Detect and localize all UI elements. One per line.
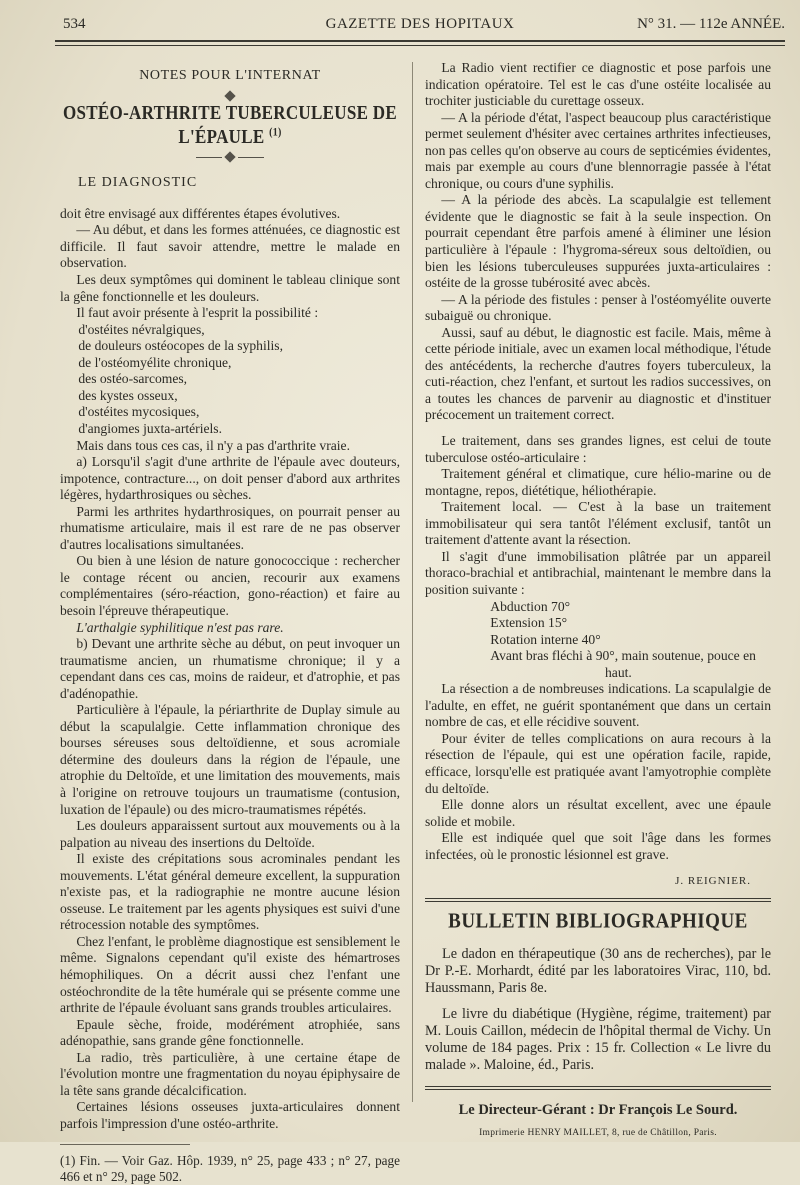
director-line: Le Directeur-Gérant : Dr François Le Sourd. bbox=[458, 1102, 738, 1119]
author-signature: J. REIGNIER. bbox=[675, 875, 751, 888]
article-title-text: OSTÉO-ARTHRITE TUBERCULEUSE DE L'ÉPAULE bbox=[62, 101, 397, 147]
paragraph: Les deux symptômes qui dominent le tableau clinique sont la gêne fonctionnelle et les douleurs. bbox=[60, 272, 400, 304]
column-divider bbox=[412, 62, 413, 1102]
paragraph: Epaule sèche, froide, modérément atrophiée, sans adénopathie, sans grande gêne fonctionnelle. bbox=[60, 1016, 400, 1049]
paragraph: — A la période des abcès. La scapulalgie est tellement évidente que le diagnostic se fait à la seule inspection. On pourrait cependant être parfois amené à éliminer une lésion particulière à l'épaule : l'hygroma-séreux sous deltoïdien, ou bien les lésions tuberculeuses suppurées juxta-articulaires : ostéite de la grosse tubérosité avec abcès. bbox=[425, 192, 771, 291]
list-item: de l'ostéomyélite chronique, bbox=[78, 354, 232, 370]
paragraph: Il faut avoir présente à l'esprit la possibilité : bbox=[76, 305, 319, 321]
subheading-diagnostic: LE DIAGNOSTIC bbox=[78, 175, 198, 191]
list-item: des kystes osseux, bbox=[78, 387, 178, 403]
paragraph: Aussi, sauf au début, le diagnostic est facile. Mais, même à cette période initiale, avec un examen local méthodique, l'étude des antécédents, la recherche d'autres foyers tuberculeux, la cuti-réaction, chez l'enfant, et surtout les radios successives, on a toutes les chances de parvenir au diagnostic et d'instituer précocement un traitement correct. bbox=[425, 324, 771, 423]
right-column bbox=[425, 60, 771, 1141]
journal-title: GAZETTE DES HOPITAUX bbox=[325, 16, 515, 32]
spacer bbox=[425, 424, 771, 433]
paragraph: Parmi les arthrites hydarthrosiques, on pourrait penser au rhumatisme articulaire, mais il est rare de ne pas observer d'autres localisations simultanées. bbox=[60, 503, 400, 552]
paragraph: Traitement général et climatique, cure hélio-marine ou de montagne, repos, diététique, héliothérapie. bbox=[425, 466, 771, 498]
list-item: des ostéo-sarcomes, bbox=[78, 371, 188, 387]
position-item: Extension 15° bbox=[490, 615, 568, 631]
paragraph: Elle est indiquée quel que soit l'âge dans les formes infectées, où le pronostic lésionnel est grave. bbox=[425, 830, 771, 862]
paragraph: Certaines lésions osseuses juxta-articulaires donnent parfois l'impression d'une ostéo-arthrite. bbox=[60, 1099, 400, 1131]
paragraph: a) Lorsqu'il s'agit d'une arthrite de l'épaule avec douteurs, impotence, contracture..., on doit penser d'abord aux arthrites légères, hydarthrosiques ou sèches. bbox=[60, 454, 400, 503]
header-rule-thick bbox=[55, 40, 785, 42]
bulletin-heading: BULLETIN BIBLIOGRAPHIQUE bbox=[448, 909, 748, 933]
paragraph: La résection a de nombreuses indications. La scapulalgie de l'adulte, en effet, ne guérit spontanément que dans un certain nombre de cas, et elle récidive souvent. bbox=[425, 681, 771, 730]
bibliography-entry: Le dadon en thérapeutique (30 ans de recherches), par le Dr P.-E. Morhardt, édité par les laboratoires Virac, 110, bd. Haussmann, Paris 8e. bbox=[425, 946, 771, 997]
page-header bbox=[55, 14, 785, 38]
paragraph: Traitement local. — C'est à la base un traitement immobilisateur qui sera tantôt l'élément exclusif, tantôt un traitement d'attente avant la résection. bbox=[425, 499, 771, 548]
paragraph: — Au début, et dans les formes atténuées, ce diagnostic est difficile. Il faut savoir attendre, mettre le malade en observation. bbox=[60, 222, 400, 271]
list-item: d'ostéites névralgiques, bbox=[78, 321, 205, 337]
paragraph: doit être envisagé aux différentes étapes évolutives. bbox=[60, 205, 341, 221]
paragraph: Ou bien à une lésion de nature gonococcique : rechercher le contage récent ou ancien, recourir aux examens complémentaires (séro-réaction, gono-réaction) et faire au besoin l'épreuve thérapeutique. bbox=[60, 553, 400, 618]
page-number: 534 bbox=[63, 16, 86, 32]
section-double-rule bbox=[425, 898, 771, 902]
header-rule-thin bbox=[55, 45, 785, 46]
paragraph: — A la période d'état, l'aspect beaucoup plus caractéristique permet seulement d'hésiter avec certaines arthrites infectieuses, non pas celles qu'on observe au cours de septicémies évidentes, mais par exemple au cours d'une blennorragie passée à l'état chronique, ou cours d'une syphilis. bbox=[425, 109, 771, 191]
paragraph: Il s'agit d'une immobilisation plâtrée par un appareil thoraco-brachial et antibrachial, maintenant le membre dans la position suivante : bbox=[425, 548, 771, 597]
paragraph: — A la période des fistules : penser à l'ostéomyélite ouverte subaiguë ou chronique. bbox=[425, 291, 771, 324]
title-footnote-mark: (1) bbox=[269, 125, 282, 138]
paragraph: Le traitement, dans ses grandes lignes, est celui de toute tuberculose ostéo-articulaire : bbox=[425, 433, 771, 465]
paragraph: Mais dans tous ces cas, il n'y a pas d'arthrite vraie. bbox=[76, 437, 350, 453]
list-item: de douleurs ostéocopes de la syphilis, bbox=[78, 338, 283, 354]
article-title bbox=[60, 101, 400, 147]
footnote-rule bbox=[60, 1144, 190, 1145]
paragraph: Chez l'enfant, le problème diagnostique est sensiblement le même. Signalons cependant qu'il existe des hémartroses hémophiliques. On a décrit aussi chez l'enfant une ostéochrondite de la tête humérale qui se présente comme une arthrite de l'épaule évoluant sans grands troubles articulaires. bbox=[60, 933, 400, 1016]
position-item: haut. bbox=[604, 664, 632, 680]
ornament-divider-2 bbox=[60, 147, 400, 165]
list-item: d'angiomes juxta-artériels. bbox=[78, 420, 222, 436]
footer-double-rule bbox=[425, 1086, 771, 1090]
paragraph: L'arthalgie syphilitique n'est pas rare. bbox=[76, 619, 284, 635]
paragraph: La Radio vient rectifier ce diagnostic et pose parfois une indication opératoire. Tel est le cas d'une ostéite localisée au trochiter justiciable du curettage osseux. bbox=[425, 60, 771, 109]
spacer bbox=[425, 997, 771, 1006]
paragraph: Pour éviter de telles complications on aura recours à la résection de l'épaule, qui est une opération facile, rapide, efficace, lorsqu'elle est pratiquée avant l'amyotrophie complète du deltoïde. bbox=[425, 730, 771, 796]
paragraph: Elle donne alors un résultat excellent, avec une épaule solide et mobile. bbox=[425, 797, 771, 829]
paragraph: b) Devant une arthrite sèche au début, on peut invoquer un traumatisme ancien, un rhumatisme chronique; il y a cependant dans ces cas, moins de raideur, et d'atrophie, et pas d'adénopathie. bbox=[60, 636, 400, 701]
position-item: Abduction 70° bbox=[490, 598, 571, 614]
footnote: (1) Fin. — Voir Gaz. Hôp. 1939, n° 25, page 433 ; n° 27, page 466 et n° 29, page 502. bbox=[60, 1153, 400, 1185]
paragraph: Il existe des crépitations sous acrominales pendant les mouvements. L'état général demeure excellent, la suppuration n'existe pas, et la radiographie ne montre aucune lésion osseuse. Le traitement par les agents physiques est suivi d'une rétrocession notable des symptômes. bbox=[60, 851, 400, 933]
left-column bbox=[60, 60, 400, 1185]
paragraph: La radio, très particulière, à une certaine étape de l'évolution montre une fragmentation du noyau épiphysaire de la tête sans grande décalcification. bbox=[60, 1049, 400, 1098]
position-item: Avant bras fléchi à 90°, main soutenue, pouce en bbox=[490, 648, 756, 664]
printer-imprint: Imprimerie HENRY MAILLET, 8, rue de Châtillon, Paris. bbox=[479, 1127, 717, 1138]
position-item: Rotation interne 40° bbox=[490, 631, 601, 647]
section-heading: NOTES POUR L'INTERNAT bbox=[139, 68, 321, 83]
paragraph: Particulière à l'épaule, la périarthrite de Duplay simule au début la scapulalgie. Cette inflammation chronique des bourses séreuses sous deltoïdienne, et sous acromiale détermine des douleurs dans la région de l'épaule, une atrophie du Deltoïde, et une limitation des mouvements, mais à l'origine on retrouve toujours un traumatisme (contusion, luxation de l'épaule) ou des micro-traumatismes répétés. bbox=[60, 702, 400, 817]
issue-number: N° 31. — 112e ANNÉE. bbox=[637, 16, 785, 32]
paragraph: Les douleurs apparaissent surtout aux mouvements ou à la palpation au niveau des insertions du Deltoïde. bbox=[60, 818, 400, 850]
bibliography-entry: Le livre du diabétique (Hygiène, régime, traitement) par M. Louis Caillon, médecin de l'hôpital thermal de Vichy. Un volume de 184 pages. Prix : 15 fr. Collection « Le livre du malade ». Maloine, éd., Paris. bbox=[425, 1006, 771, 1074]
list-item: d'ostéites mycosiques, bbox=[78, 404, 200, 420]
